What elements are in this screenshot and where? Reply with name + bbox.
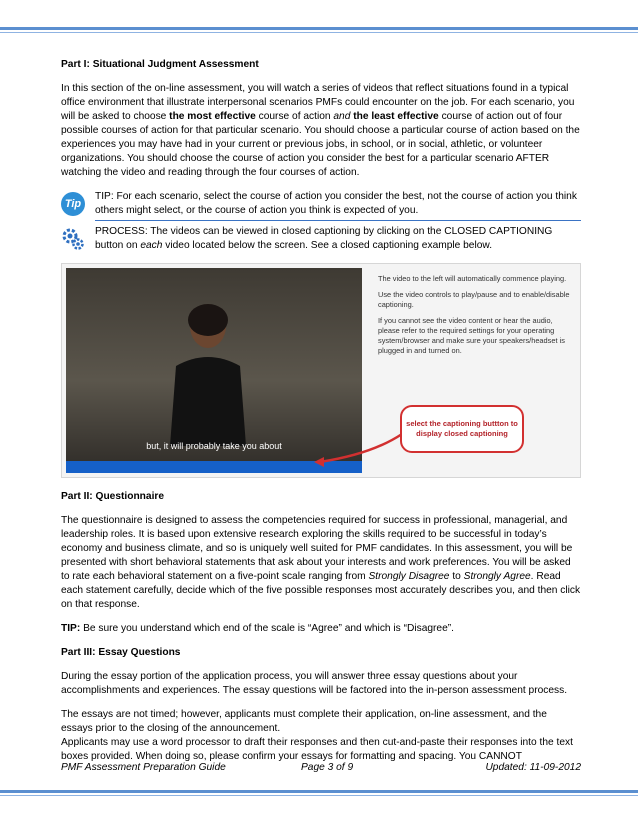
footer-title: PMF Assessment Preparation Guide	[61, 762, 226, 773]
process-text: PROCESS: The videos can be viewed in closed captioning by clicking on the CLOSED CAPTIONING button on each video located below the screen. See a closed captioning example below.	[95, 226, 553, 251]
part3-paragraph-1: During the essay portion of the application process, you will answer three essay questions about your accomplishments and experiences. The essay questions will be factored into the in-person assessment process.	[61, 671, 568, 696]
part2-tip: TIP: Be sure you understand which end of the scale is “Agree” and which is “Disagree”.	[61, 623, 454, 634]
video-caption: but, it will probably take you about	[146, 441, 282, 451]
video-instructions: The video to the left will automatically commence playing. Use the video controls to play/pause and to enable/disable captioning. If you cannot see the video content or hear the audio, please refer to the required settings for your operating system/browser and make sure your speakers/headset is plugged in and turned on.	[378, 274, 570, 355]
tip-text: TIP: For each scenario, select the course of action you consider the best, not the course of action you think others might select, or the course of action you think is expected of you.	[95, 190, 581, 221]
part2-heading: Part II: Questionnaire	[61, 491, 165, 502]
captioning-callout-bubble: select the captioning buttton to display closed captioning	[400, 405, 524, 453]
gear-icon	[61, 227, 85, 251]
top-rule-thin	[0, 32, 638, 33]
bottom-rule	[0, 790, 638, 793]
part1-heading: Part I: Situational Judgment Assessment	[61, 59, 259, 70]
part1-paragraph: In this section of the on-line assessment, you will watch a series of videos that reflect situations found in a typical office environment that illustrate interpersonal scenarios PMFs could encounter on the job. For each scenario, you will be asked to choose the most effective course of action and the least effective course of action out of four possible courses of action for that particular scenario. You should choose a particular course of action based on the experiences you may have had in your current or previous jobs, in school, or in social, athletic, or volunteer organizations. You should choose the course of action you consider the best for a particular scenario AFTER watching the video and reading through the four courses of action.	[61, 83, 580, 178]
bottom-rule-thin	[0, 795, 638, 796]
part3-paragraph-3: Applicants may use a word processor to draft their responses and then cut-and-paste their responses into the text boxes provided. When doing so, please confirm your essays for formatting and spacing. You CANNOT	[61, 737, 573, 762]
part3-paragraph-2: The essays are not timed; however, applicants must complete their application, on-line assessment, and the essays prior to the closing of the announcement.	[61, 709, 547, 734]
tip-callout	[61, 190, 581, 221]
process-callout	[61, 225, 581, 257]
part3-heading: Part III: Essay Questions	[61, 647, 181, 658]
footer-page-number: Page 3 of 9	[301, 762, 354, 773]
captioning-example-screenshot	[61, 263, 581, 478]
footer-updated: Updated: 11-09-2012	[485, 762, 581, 773]
top-rule	[0, 27, 638, 30]
tip-icon: Tip	[61, 192, 85, 216]
part2-paragraph: The questionnaire is designed to assess the competencies required for success in professional, managerial, and leadership roles. It is based upon extensive research exploring the skills required to be successful in today’s economy and business climate, and so is uniquely well suited for PMF candidates. In this assessment, you will be presented with short behavioral statements that ask about your interests and work preferences. You will be asked to rate each behavioral statement on a five-point scale ranging from Strongly Disagree to Strongly Agree. Read each statement carefully, decide which of the five possible responses most accurately describes you, and then click on that response.	[61, 515, 581, 610]
page-body	[61, 58, 581, 774]
